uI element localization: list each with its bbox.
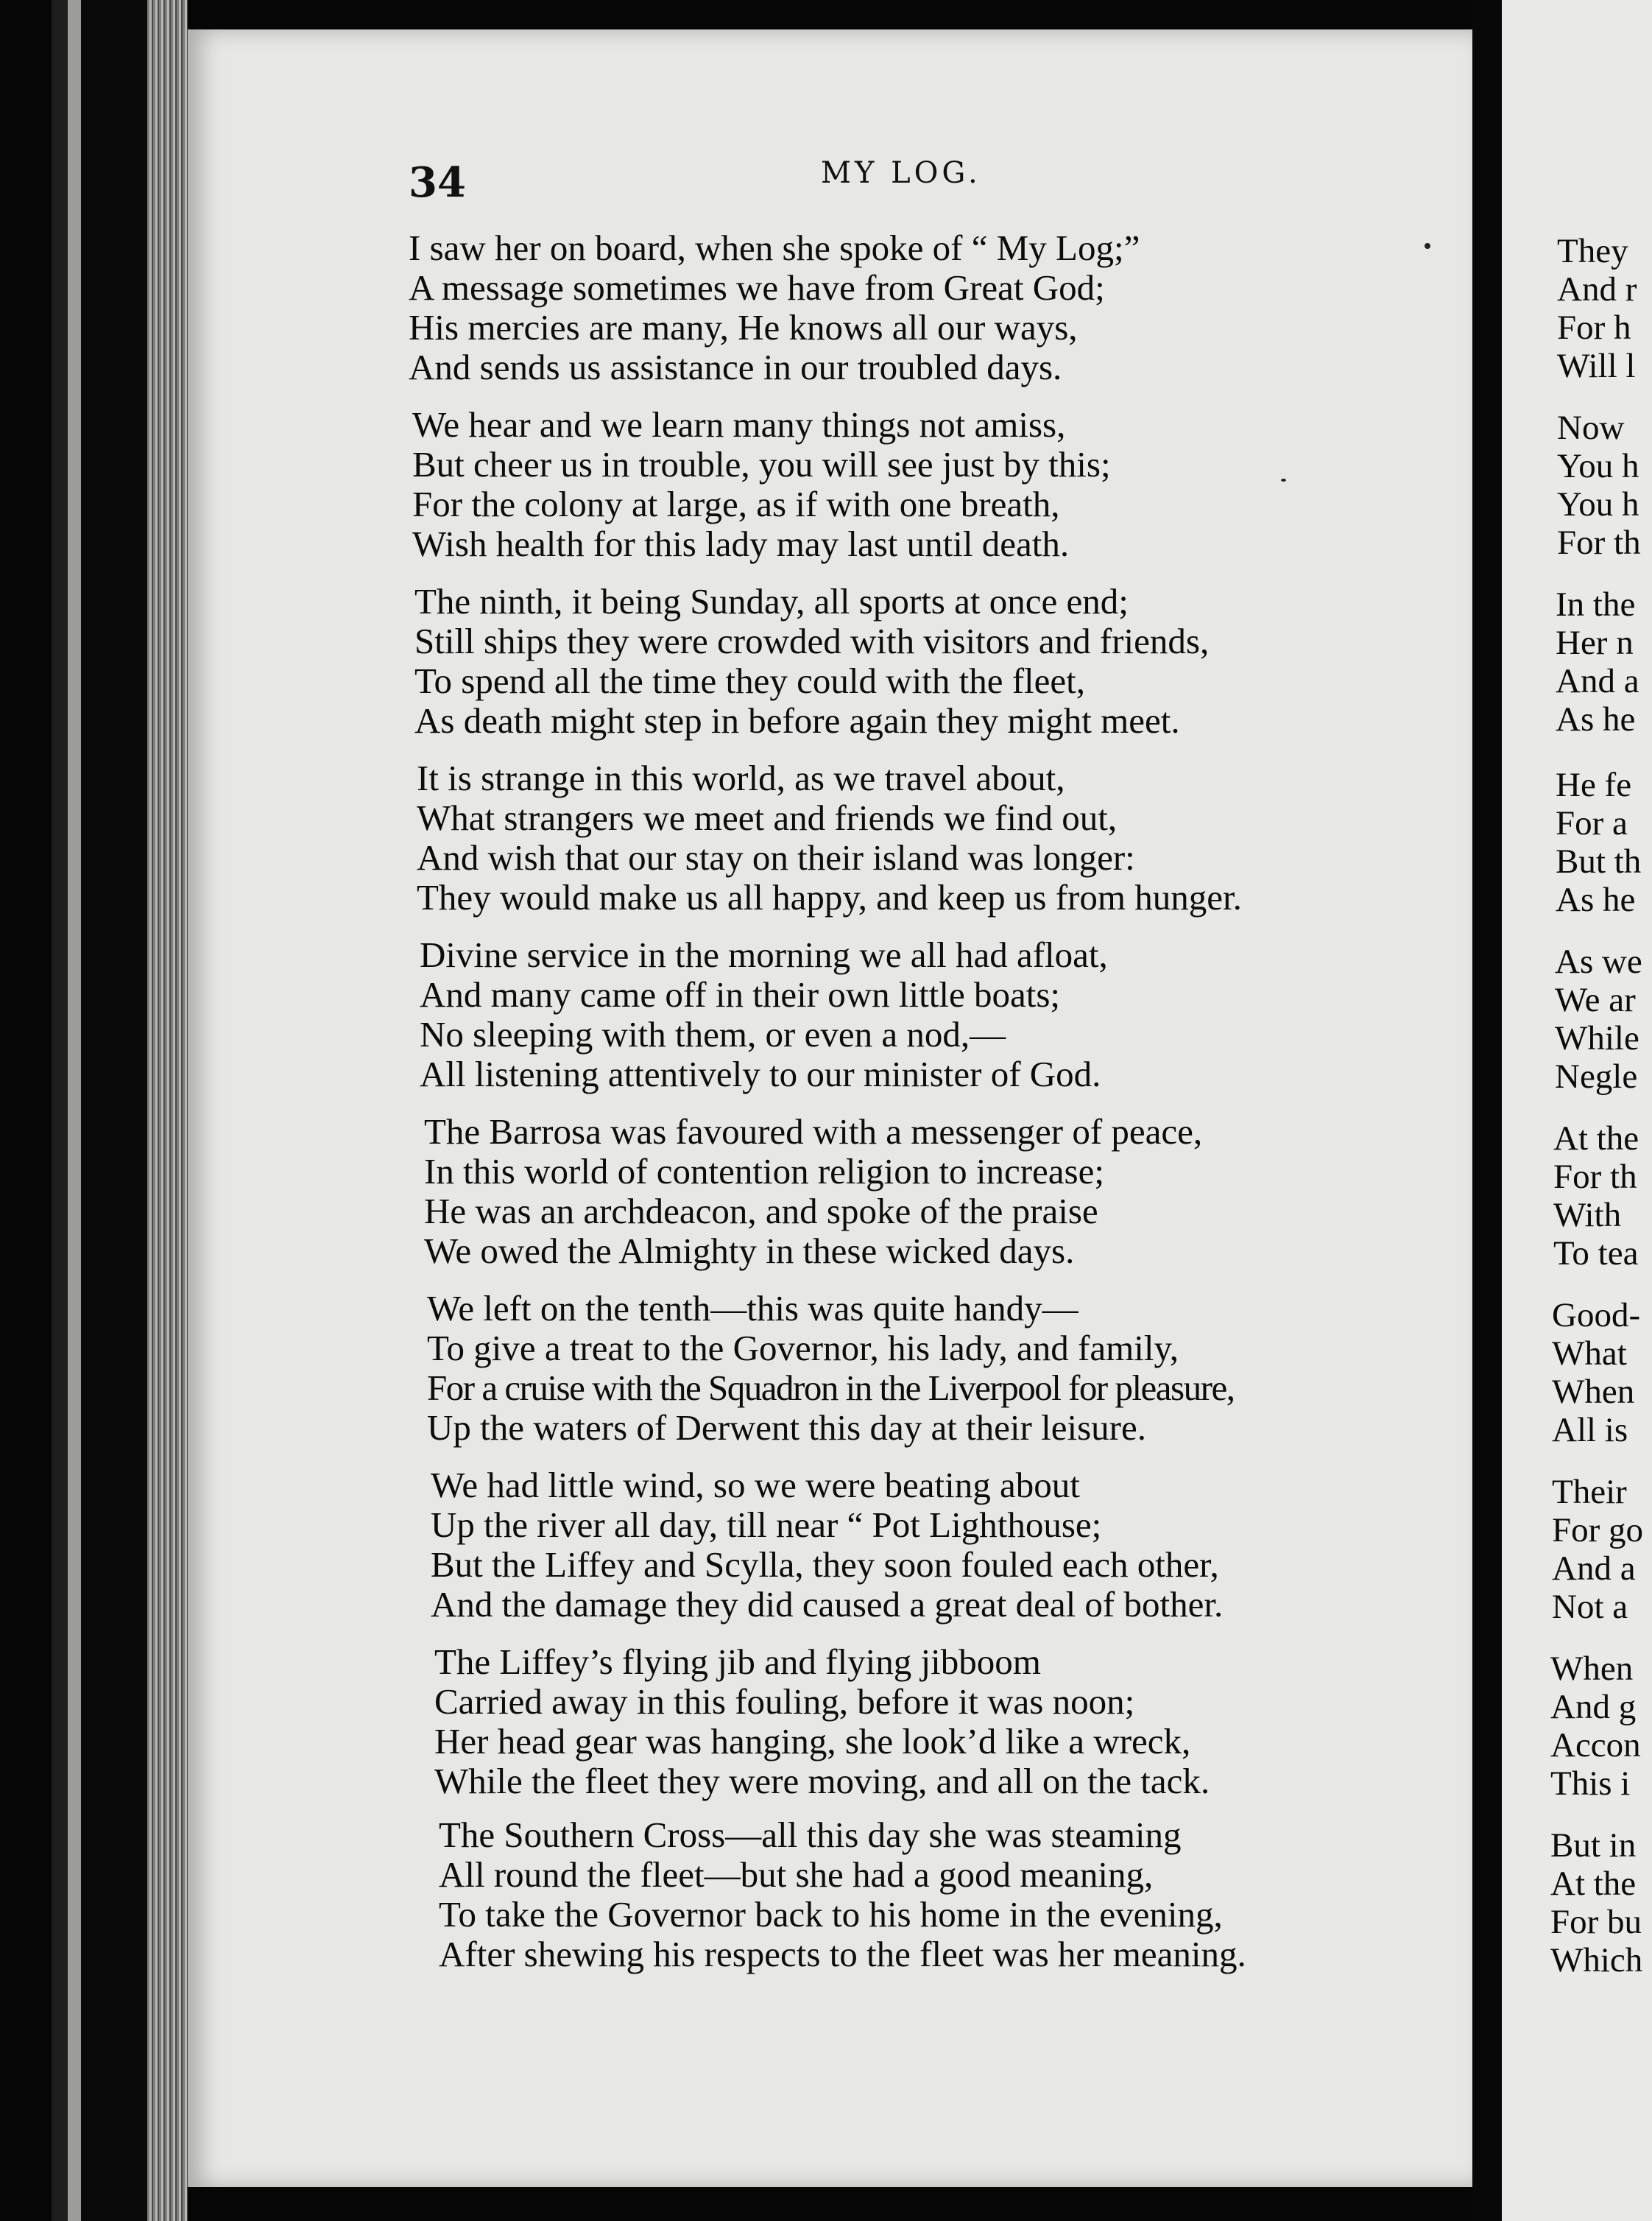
verse-line: Divine service in the morning we all had afloat, xyxy=(420,934,1108,975)
verse-line: And sends us assistance in our troubled days. xyxy=(409,347,1062,387)
verse-line: To give a treat to the Governor, his lady, and family, xyxy=(427,1328,1179,1368)
partial-stanza xyxy=(1556,766,1641,919)
partial-stanza xyxy=(1556,585,1639,739)
verse-line: Up the river all day, till near “ Pot Lighthouse; xyxy=(431,1504,1102,1545)
partial-stanza xyxy=(1553,1119,1639,1273)
partial-stanza xyxy=(1557,409,1641,562)
partial-verse-line: We ar xyxy=(1555,981,1636,1019)
partial-verse-line: Will l xyxy=(1557,347,1636,385)
partial-stanza xyxy=(1552,1296,1640,1449)
verse-line: All listening attentively to our minister of God. xyxy=(420,1054,1101,1094)
partial-verse-line: For h xyxy=(1557,309,1631,347)
verse-line: But cheer us in trouble, you will see just by this; xyxy=(412,444,1111,485)
gutter-shadow xyxy=(1472,0,1502,2221)
running-head: MY LOG. xyxy=(821,156,981,190)
verse-line: And wish that our stay on their island was longer: xyxy=(417,837,1135,878)
verse-line: For a cruise with the Squadron in the Liverpool for pleasure, xyxy=(427,1368,1235,1408)
page-stack-edge xyxy=(147,0,188,2221)
partial-verse-line: This i xyxy=(1550,1764,1631,1803)
partial-verse-line: When xyxy=(1550,1650,1634,1688)
partial-verse-line: And a xyxy=(1556,662,1639,700)
stanza xyxy=(431,1465,1223,1625)
verse-line: As death might step in before again they might meet. xyxy=(414,700,1180,741)
scan-speck xyxy=(1281,479,1286,482)
verse-line: All round the fleet—but she had a good meaning, xyxy=(439,1854,1154,1895)
stanza xyxy=(409,228,1140,387)
verse-line: Her head gear was hanging, she look’d like a wreck, xyxy=(434,1721,1191,1761)
partial-verse-line: Accon xyxy=(1550,1726,1641,1764)
partial-verse-line: With xyxy=(1553,1196,1622,1234)
stanza xyxy=(412,405,1111,564)
scan-speck xyxy=(1425,243,1430,249)
stanza xyxy=(420,935,1108,1094)
partial-verse-line: At the xyxy=(1550,1865,1637,1903)
partial-verse-line: Negle xyxy=(1555,1057,1638,1096)
verse-line: He was an archdeacon, and spoke of the praise xyxy=(424,1191,1098,1231)
partial-verse-line: Not a xyxy=(1552,1588,1628,1626)
stanza xyxy=(424,1112,1202,1271)
partial-stanza xyxy=(1552,1473,1643,1626)
partial-verse-line: But in xyxy=(1550,1826,1637,1865)
partial-verse-line: Good- xyxy=(1552,1296,1641,1334)
verse-line: They would make us all happy, and keep us from hunger. xyxy=(417,877,1242,918)
partial-verse-line: For bu xyxy=(1550,1903,1642,1941)
verse-line: Still ships they were crowded with visitors and friends, xyxy=(414,621,1210,661)
partial-verse-line: As he xyxy=(1556,881,1636,919)
page-number: 34 xyxy=(409,158,466,207)
verse-line: To take the Governor back to his home in the evening, xyxy=(439,1894,1223,1935)
partial-verse-line: As he xyxy=(1556,700,1636,739)
partial-stanza xyxy=(1555,943,1642,1096)
verse-line: In this world of contention religion to increase; xyxy=(424,1151,1104,1192)
verse-line: The Barrosa was favoured with a messenger of peace, xyxy=(424,1111,1203,1152)
verse-line: It is strange in this world, as we travel about, xyxy=(417,758,1065,798)
verse-line: I saw her on board, when she spoke of “ My Log;” xyxy=(409,228,1140,268)
verse-line: To spend all the time they could with the fleet, xyxy=(414,661,1085,701)
partial-verse-line: He fe xyxy=(1556,766,1632,804)
partial-verse-line: Which xyxy=(1550,1941,1643,1979)
partial-verse-line: In the xyxy=(1556,585,1636,624)
partial-verse-line: And r xyxy=(1557,270,1637,309)
partial-verse-line: But th xyxy=(1556,842,1642,881)
partial-verse-line: All is xyxy=(1552,1411,1628,1449)
book-edge-light xyxy=(68,0,81,2221)
stanza xyxy=(434,1642,1210,1801)
verse-line: We had little wind, so we were beating about xyxy=(431,1465,1080,1505)
partial-stanza xyxy=(1550,1650,1641,1803)
stanza xyxy=(427,1289,1234,1448)
verse-line: The ninth, it being Sunday, all sports at once end; xyxy=(414,581,1129,622)
verse-line: Up the waters of Derwent this day at their leisure. xyxy=(427,1407,1146,1448)
partial-verse-line: For go xyxy=(1552,1511,1644,1549)
verse-line: We left on the tenth—this was quite handy— xyxy=(427,1288,1079,1328)
partial-verse-line: You h xyxy=(1557,447,1639,485)
right-page xyxy=(1502,0,1652,2221)
partial-verse-line: You h xyxy=(1557,485,1639,524)
verse-line: After shewing his respects to the fleet was her meaning. xyxy=(439,1934,1246,1974)
partial-stanza xyxy=(1557,232,1637,385)
partial-verse-line: For th xyxy=(1557,524,1641,562)
verse-line: The Southern Cross—all this day she was steaming xyxy=(439,1815,1182,1855)
verse-line: We hear and we learn many things not amiss, xyxy=(412,404,1066,445)
partial-verse-line: When xyxy=(1552,1373,1635,1411)
partial-verse-line: To tea xyxy=(1553,1234,1639,1273)
book-edge-dark xyxy=(52,0,68,2221)
verse-line: We owed the Almighty in these wicked days. xyxy=(424,1231,1075,1271)
partial-verse-line: As we xyxy=(1555,943,1642,981)
partial-verse-line: Her n xyxy=(1556,624,1634,662)
partial-verse-line: While xyxy=(1555,1019,1639,1057)
verse-line: Wish health for this lady may last until death. xyxy=(412,524,1070,564)
partial-verse-line: And a xyxy=(1552,1549,1636,1588)
partial-stanza xyxy=(1550,1826,1642,1979)
partial-verse-line: For a xyxy=(1556,804,1628,842)
verse-line: And the damage they did caused a great deal of bother. xyxy=(431,1584,1224,1625)
stanza xyxy=(417,758,1242,918)
verse-line: For the colony at large, as if with one breath, xyxy=(412,484,1060,524)
partial-verse-line: For th xyxy=(1553,1158,1637,1196)
partial-verse-line: Now xyxy=(1557,409,1625,447)
partial-verse-line: Their xyxy=(1552,1473,1627,1511)
partial-verse-line: They xyxy=(1557,232,1628,270)
verse-line: While the fleet they were moving, and all on the tack. xyxy=(434,1761,1210,1801)
verse-line: What strangers we meet and friends we find out, xyxy=(417,798,1118,838)
stanza xyxy=(439,1815,1246,1974)
stanza xyxy=(414,582,1209,741)
verse-line: But the Liffey and Scylla, they soon fouled each other, xyxy=(431,1544,1219,1585)
verse-line: A message sometimes we have from Great God; xyxy=(409,267,1105,308)
book-edge-shadow xyxy=(81,0,147,2221)
partial-verse-line: What xyxy=(1552,1334,1627,1373)
verse-line: And many came off in their own little boats; xyxy=(420,974,1061,1015)
verse-line: The Liffey’s flying jib and flying jibboom xyxy=(434,1641,1041,1682)
partial-verse-line: At the xyxy=(1553,1119,1639,1158)
partial-verse-line: And g xyxy=(1550,1688,1637,1726)
verse-line: His mercies are many, He knows all our ways, xyxy=(409,307,1078,348)
verse-line: No sleeping with them, or even a nod,— xyxy=(420,1014,1006,1055)
verse-line: Carried away in this fouling, before it was noon; xyxy=(434,1681,1135,1722)
